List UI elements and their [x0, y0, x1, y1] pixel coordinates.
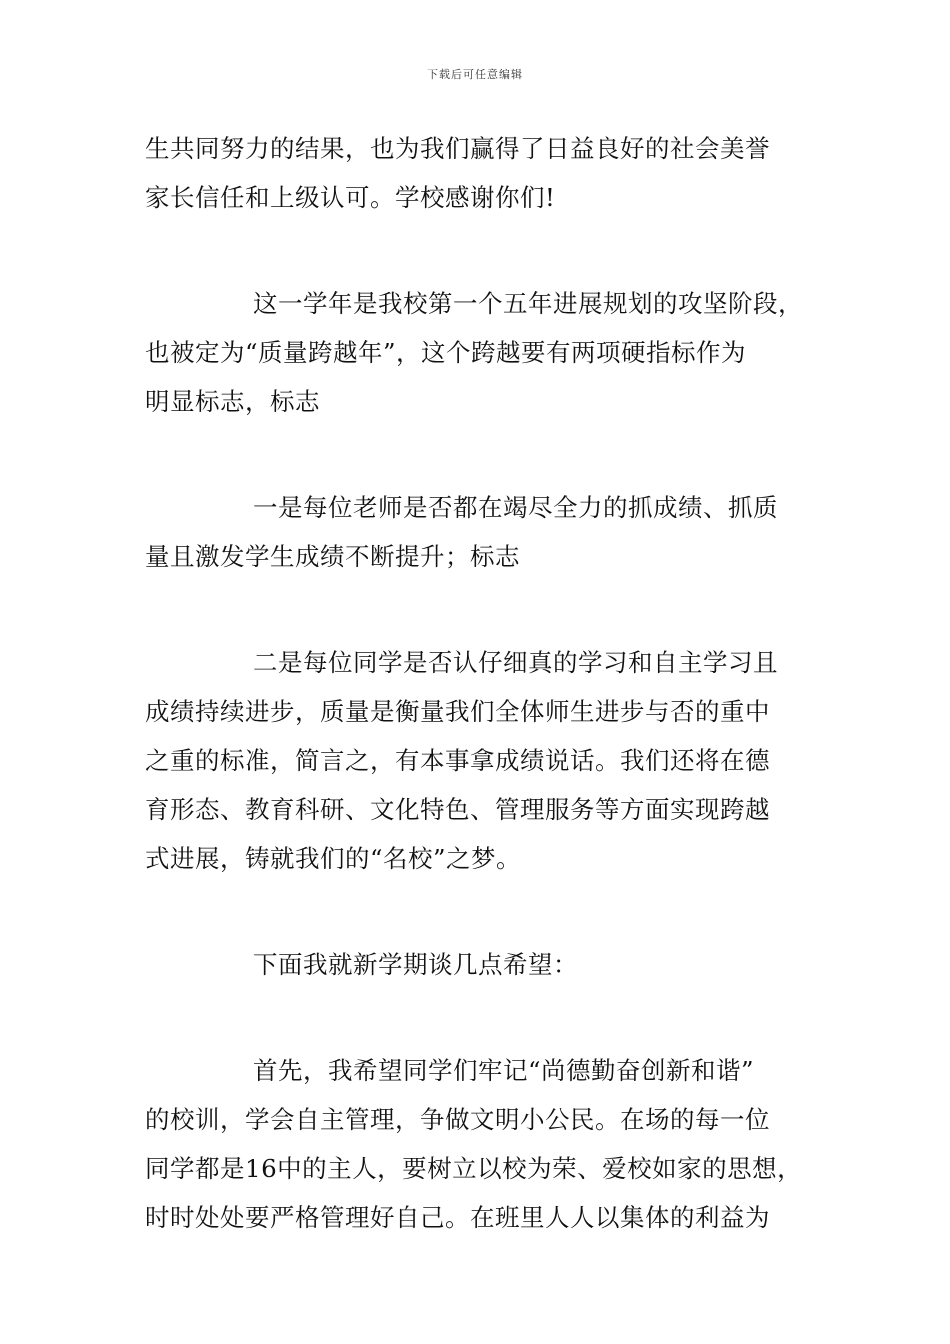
paragraph-3: [145, 483, 835, 581]
paragraph-5: [145, 940, 835, 989]
text-line: 量且激发学生成绩不断提升；标志: [145, 542, 520, 571]
text-line: 育形态、教育科研、文化特色、管理服务等方面实现跨越: [145, 795, 770, 824]
text-line: 明显标志，标志: [145, 387, 320, 416]
paragraph-2: [145, 279, 835, 426]
text-line: 成绩持续进步，质量是衡量我们全体师生进步与否的重中: [145, 697, 770, 726]
text-line: 的校训，学会自主管理，争做文明小公民。在场的每一位: [145, 1105, 770, 1134]
paragraph-1: [145, 124, 835, 222]
text-line: 一是每位老师是否都在竭尽全力的抓成绩、抓质: [253, 493, 778, 522]
text-line: 生共同努力的结果，也为我们赢得了日益良好的社会美誉: [145, 134, 770, 163]
text-line: 之重的标准，简言之，有本事拿成绩说话。我们还将在德: [145, 746, 770, 775]
paragraph-4: [145, 638, 835, 883]
page-header-note: 下载后可任意编辑: [427, 68, 523, 81]
text-line: 式进展，铸就我们的“名校”之梦。: [145, 844, 522, 873]
paragraph-6: [145, 1046, 835, 1242]
document-body: [145, 124, 835, 1299]
text-line: 也被定为“质量跨越年”，这个跨越要有两项硬指标作为: [145, 338, 747, 367]
text-line: 二是每位同学是否认仔细真的学习和自主学习且: [253, 648, 778, 677]
text-line: 首先，我希望同学们牢记“尚德勤奋创新和谐”: [253, 1056, 755, 1085]
text-line: 同学都是16中的主人，要树立以校为荣、爱校如家的思想，: [145, 1154, 803, 1183]
text-line: 时时处处要严格管理好自己。在班里人人以集体的利益为: [145, 1203, 770, 1232]
text-line: 下面我就新学期谈几点希望：: [253, 950, 578, 979]
text-line: 家长信任和上级认可。学校感谢你们!: [145, 183, 556, 212]
text-line: 这一学年是我校第一个五年进展规划的攻坚阶段，: [253, 289, 803, 318]
